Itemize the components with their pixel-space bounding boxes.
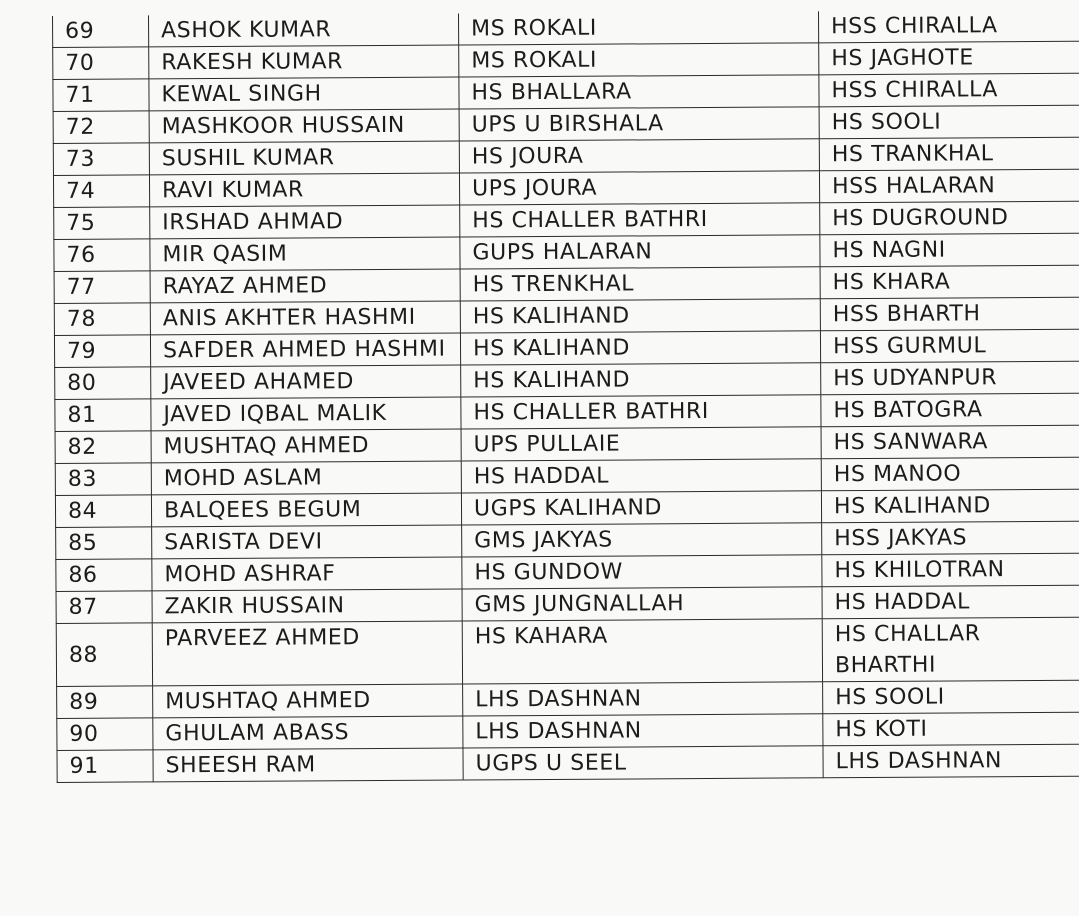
to-school-cell: HS SOOLI	[823, 680, 1079, 714]
from-school-cell: LHS DASHNAN	[463, 682, 823, 716]
to-school-cell: HS KHILOTRAN	[822, 553, 1079, 587]
from-school-cell: UPS PULLAIE	[461, 427, 821, 461]
from-school-cell: UGPS KALIHAND	[461, 491, 821, 525]
name-cell: JAVEED AHAMED	[151, 365, 461, 399]
name-cell: RAYAZ AHMED	[150, 269, 460, 303]
to-school-cell: HS KALIHAND	[821, 489, 1079, 523]
to-school-cell: HS KOTI	[823, 712, 1079, 746]
from-school-cell: MS ROKALI	[458, 11, 818, 45]
to-school-cell: LHS DASHNAN	[823, 744, 1079, 778]
serial-number-cell: 77	[54, 271, 150, 304]
to-school-cell: HS HADDAL	[822, 585, 1079, 619]
name-cell: SUSHIL KUMAR	[149, 141, 459, 175]
from-school-cell: GMS JAKYAS	[462, 523, 822, 557]
to-school-cell: HS SOOLI	[819, 105, 1079, 139]
to-school-cell: HS MANOO	[821, 457, 1079, 491]
serial-number-cell: 74	[53, 175, 149, 208]
name-cell: ANIS AKHTER HASHMI	[150, 301, 460, 335]
to-school-cell: HS NAGNI	[820, 233, 1079, 267]
from-school-cell: GUPS HALARAN	[460, 235, 820, 269]
name-cell: MOHD ASLAM	[151, 461, 461, 495]
serial-number-cell: 84	[55, 495, 151, 528]
to-school-cell: HS KHARA	[820, 265, 1079, 299]
to-school-cell: HS JAGHOTE	[819, 41, 1079, 75]
serial-number-cell: 85	[56, 527, 152, 560]
name-cell: JAVED IQBAL MALIK	[151, 397, 461, 431]
to-school-cell: HSS HALARAN	[819, 169, 1079, 203]
name-cell: BALQEES BEGUM	[151, 493, 461, 527]
from-school-cell: UGPS U SEEL	[463, 746, 823, 780]
serial-number-cell: 69	[52, 15, 148, 47]
from-school-cell: HS KALIHAND	[461, 363, 821, 397]
serial-number-cell: 91	[57, 750, 153, 783]
from-school-cell: UPS JOURA	[459, 171, 819, 205]
serial-number-cell: 79	[54, 335, 150, 368]
name-cell: SARISTA DEVI	[152, 525, 462, 559]
name-cell: RAKESH KUMAR	[149, 45, 459, 79]
serial-number-cell: 73	[53, 143, 149, 176]
to-school-cell: HSS JAKYAS	[822, 521, 1079, 555]
serial-number-cell: 72	[53, 111, 149, 144]
to-school-cell: HSS CHIRALLA	[818, 10, 1079, 43]
to-school-cell: HSS CHIRALLA	[819, 73, 1079, 107]
serial-number-cell: 70	[53, 47, 149, 80]
to-school-cell: HS DUGROUND	[820, 201, 1079, 235]
name-cell: ZAKIR HUSSAIN	[152, 589, 462, 623]
to-school-cell: HS SANWARA	[821, 425, 1079, 459]
to-school-cell: HS CHALLAR BHARTHI	[822, 617, 1079, 682]
from-school-cell: MS ROKALI	[459, 43, 819, 77]
from-school-cell: HS BHALLARA	[459, 75, 819, 109]
table-row	[57, 744, 1079, 782]
from-school-cell: HS HADDAL	[461, 459, 821, 493]
name-cell: SAFDER AHMED HASHMI	[150, 333, 460, 367]
name-cell: IRSHAD AHMAD	[150, 205, 460, 239]
serial-number-cell: 78	[54, 303, 150, 336]
table-body	[52, 10, 1079, 783]
transfer-table	[52, 10, 1079, 783]
name-cell: GHULAM ABASS	[153, 716, 463, 750]
name-cell: ASHOK KUMAR	[148, 14, 458, 47]
to-school-cell: HSS GURMUL	[820, 329, 1079, 363]
from-school-cell: HS GUNDOW	[462, 555, 822, 589]
name-cell: RAVI KUMAR	[149, 173, 459, 207]
serial-number-cell: 86	[56, 559, 152, 592]
table-row	[56, 617, 1079, 686]
serial-number-cell: 88	[56, 623, 152, 687]
serial-number-cell: 80	[55, 367, 151, 400]
serial-number-cell: 81	[55, 399, 151, 432]
from-school-cell: GMS JUNGNALLAH	[462, 587, 822, 621]
from-school-cell: HS KALIHAND	[460, 331, 820, 365]
from-school-cell: LHS DASHNAN	[463, 714, 823, 748]
from-school-cell: HS CHALLER BATHRI	[461, 395, 821, 429]
from-school-cell: HS TRENKHAL	[460, 267, 820, 301]
serial-number-cell: 75	[54, 207, 150, 240]
from-school-cell: HS JOURA	[459, 139, 819, 173]
from-school-cell: HS CHALLER BATHRI	[460, 203, 820, 237]
from-school-cell: HS KAHARA	[462, 619, 822, 684]
name-cell: MUSHTAQ AHMED	[151, 429, 461, 463]
name-cell: MOHD ASHRAF	[152, 557, 462, 591]
from-school-cell: HS KALIHAND	[460, 299, 820, 333]
name-cell: MASHKOOR HUSSAIN	[149, 109, 459, 143]
from-school-cell: UPS U BIRSHALA	[459, 107, 819, 141]
serial-number-cell: 87	[56, 591, 152, 624]
to-school-cell: HS TRANKHAL	[819, 137, 1079, 171]
serial-number-cell: 76	[54, 239, 150, 272]
serial-number-cell: 71	[53, 79, 149, 112]
serial-number-cell: 89	[57, 686, 153, 719]
name-cell: MIR QASIM	[150, 237, 460, 271]
name-cell: MUSHTAQ AHMED	[153, 684, 463, 718]
serial-number-cell: 90	[57, 718, 153, 751]
serial-number-cell: 83	[55, 463, 151, 496]
name-cell: SHEESH RAM	[153, 748, 463, 782]
to-school-cell: HSS BHARTH	[820, 297, 1079, 331]
to-school-cell: HS UDYANPUR	[821, 361, 1079, 395]
name-cell: KEWAL SINGH	[149, 77, 459, 111]
serial-number-cell: 82	[55, 431, 151, 464]
name-cell: PARVEEZ AHMED	[152, 621, 462, 686]
to-school-cell: HS BATOGRA	[821, 393, 1079, 427]
